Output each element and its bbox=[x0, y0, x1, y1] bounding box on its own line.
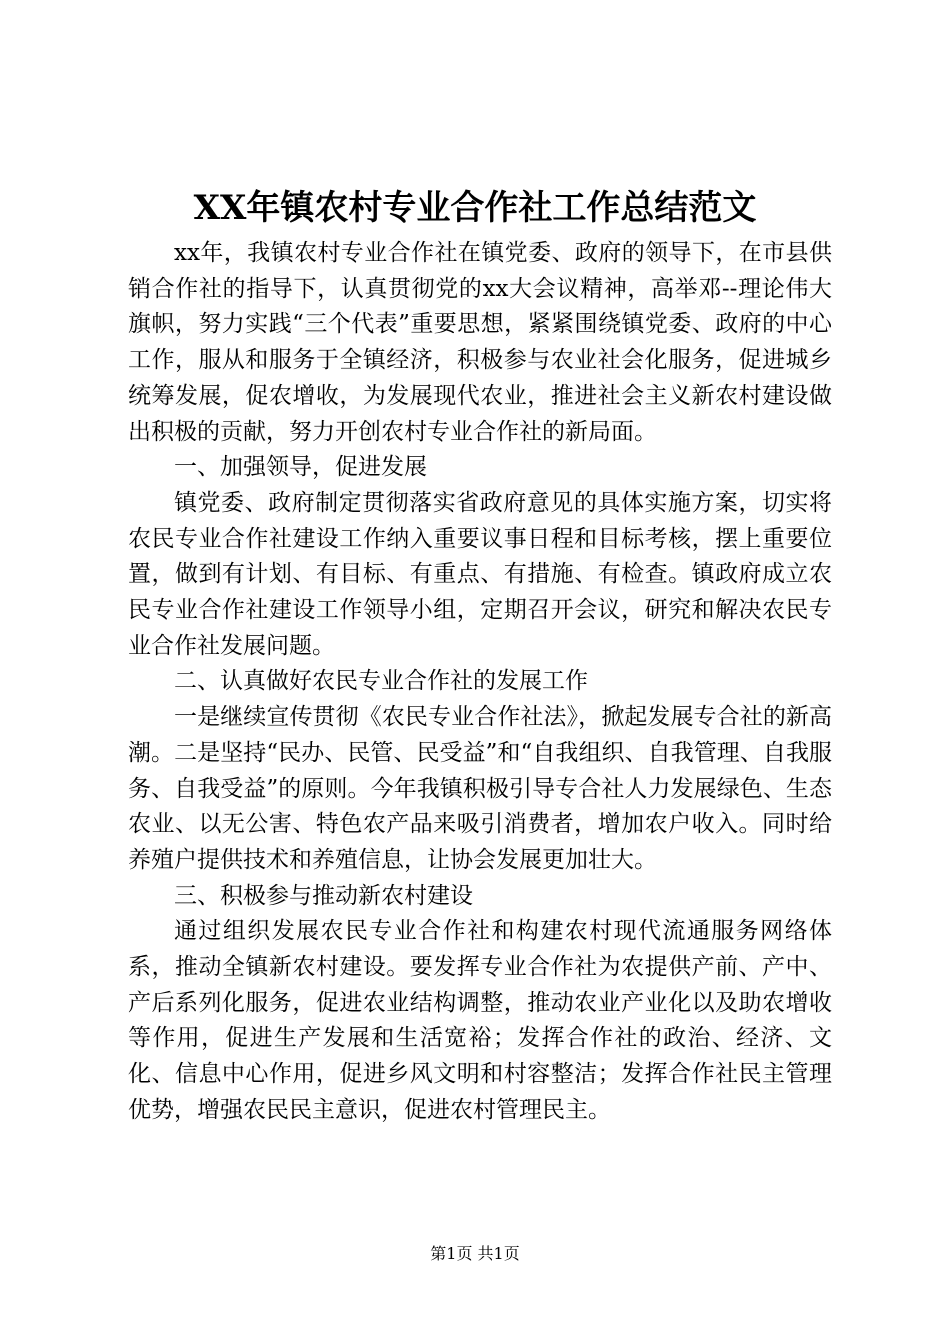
paragraph-intro: xx年，我镇农村专业合作社在镇党委、政府的领导下，在市县供销合作社的指导下，认真贯彻党的xx大会议精神，高举邓--理论伟大旗帜，努力实践“三个代表”重要思想，紧紧围绕镇党委、政府的中心工作，服从和服务于全镇经济，积极参与农业社会化服务，促进城乡统筹发展，促农增收，为发展现代农业，推进社会主义新农村建设做出积极的贡献，努力开创农村专业合作社的新局面。 bbox=[128, 240, 832, 445]
document-body bbox=[128, 236, 832, 1129]
section-heading-2: 二、认真做好农民专业合作社的发展工作 bbox=[174, 668, 588, 695]
paragraph-section-3: 通过组织发展农民专业合作社和构建农村现代流通服务网络体系，推动全镇新农村建设。要发挥专业合作社为农提供产前、产中、产后系列化服务，促进农业结构调整，推动农业产业化以及助农增收等作用，促进生产发展和生活宽裕；发挥合作社的政治、经济、文化、信息中心作用，促进乡风文明和村容整洁；发挥合作社民主管理优势，增强农民民主意识，促进农村管理民主。 bbox=[128, 918, 832, 1123]
paragraph-section-1: 镇党委、政府制定贯彻落实省政府意见的具体实施方案，切实将农民专业合作社建设工作纳入重要议事日程和目标考核，摆上重要位置，做到有计划、有目标、有重点、有措施、有检查。镇政府成立农民专业合作社建设工作领导小组，定期召开会议，研究和解决农民专业合作社发展问题。 bbox=[128, 489, 832, 659]
section-heading-3: 三、积极参与推动新农村建设 bbox=[174, 882, 473, 909]
page-footer: 第1页 共1页 bbox=[430, 1244, 520, 1263]
section-heading-1: 一、加强领导，促进发展 bbox=[174, 454, 427, 481]
document-title: XX年镇农村专业合作社工作总结范文 bbox=[193, 188, 757, 228]
paragraph-section-2: 一是继续宣传贯彻《农民专业合作社法》，掀起发展专合社的新高潮。二是坚持“民办、民管、民受益”和“自我组织、自我管理、自我服务、自我受益”的原则。今年我镇积极引导专合社人力发展绿色、生态农业、以无公害、特色农产品来吸引消费者，增加农户收入。同时给养殖户提供技术和养殖信息，让协会发展更加壮大。 bbox=[128, 704, 832, 873]
